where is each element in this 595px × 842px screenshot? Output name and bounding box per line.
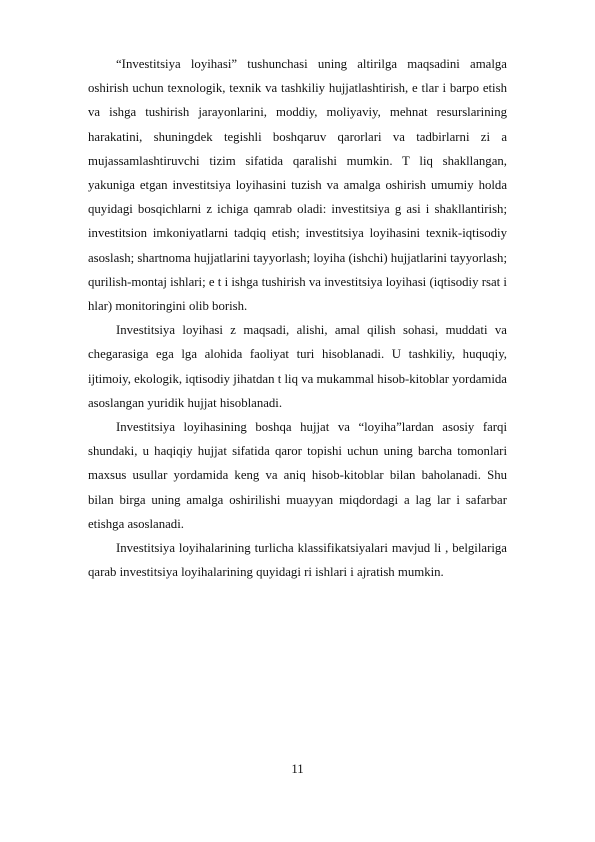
- document-body: [88, 52, 507, 584]
- page-number: 11: [291, 762, 304, 776]
- paragraph-investment-project-difference: Investitsiya loyihasining boshqa hujjat va “loyiha”lardan asosiy farqi shundaki, u haqiqiy hujjat sifatida qaror topishi uchun uning barcha tomonlari maxsus usullar yordamida keng va aniq hisob-kitoblar bilan baholanadi. Shu bilan birga uning amalga oshirilishi muayyan miqdordagi a lag lar i safarbar etishga asoslanadi.: [88, 420, 507, 531]
- paragraph-investment-project-classification: Investitsiya loyihalarining turlicha klassifikatsiyalari mavjud li , belgilariga qarab investitsiya loyihalarining quyidagi ri ishlari i ajratish mumkin.: [88, 541, 507, 580]
- paragraph-investment-project-purpose: Investitsiya loyihasi z maqsadi, alishi, amal qilish sohasi, muddati va chegarasiga ega lga alohida faoliyat turi hisoblanadi. U tashkiliy, huquqiy, ijtimoiy, ekologik, iqtisodiy jihatdan t liq va mukammal hisob-kitoblar yordamida asoslangan yuridik hujjat hisoblanadi.: [88, 323, 507, 410]
- paragraph-investment-project-concept: “Investitsiya loyihasi” tushunchasi uning altirilga maqsadini amalga oshirish uchun texnologik, texnik va tashkiliy hujjatlashtirish, e tlar i barpo etish va ishga tushirish jarayonlarini, moddiy, moliyaviy, mehnat resurslarining harakatini, shuningdek tegishli boshqaruv qarorlari va tadbirlarni zi a mujassamlashtiruvchi tizim sifatida qaralishi mumkin. T liq shakllangan, yakuniga etgan investitsiya loyihasini tuzish va amalga oshirish umumiy holda quyidagi bosqichlarni z ichiga qamrab oladi: investitsiya g asi i shakllantirish; investitsion imkoniyatlarni tadqiq etish; investitsiya loyihasini texnik-iqtisodiy asoslash; shartnoma hujjatlarini tayyorlash; loyiha (ishchi) hujjatlarini tayyorlash; qurilish-montaj ishlari; e t i ishga tushirish va investitsiya loyihasi (iqtisodiy rsat i hlar) monitoringini olib borish.: [88, 57, 508, 314]
